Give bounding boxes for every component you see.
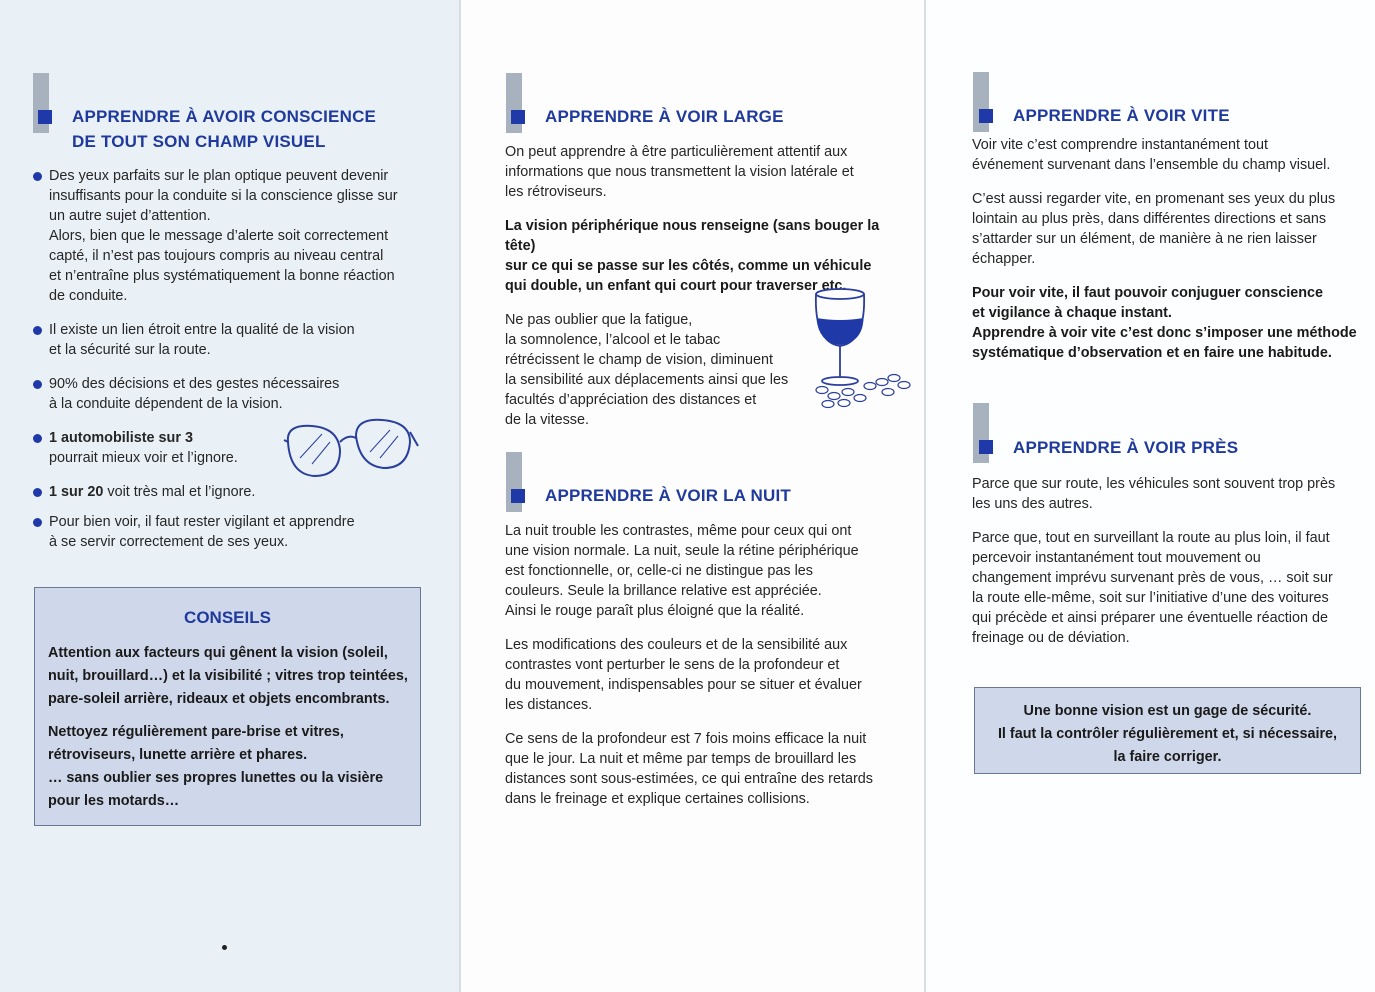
section-bar xyxy=(973,72,989,132)
bullet-item: Il existe un lien étroit entre la qualité de la vision et la sécurité sur la route. xyxy=(33,320,433,360)
section-bar xyxy=(33,73,49,133)
large-text: On peut apprendre à être particulièrement attentif aux informations que nous transmettent la vision latérale et les rétroviseurs. La vision périphérique nous renseigne (sans bouger la tête) sur ce qui se passe sur les côtés, comme un véhicule qui double, un enfant qui court pour traverser etc. Ne pas oublier que la fatigue, la somnolence, l’alcool et le tabac rétrécissent le champ de vision, diminuent la sensibilité aux déplacements ainsi que les facultés d’appréciation des distances et de la vitesse. xyxy=(505,144,880,428)
bullet-icon xyxy=(33,434,42,443)
section-bar xyxy=(973,403,989,463)
fold-line xyxy=(459,0,461,992)
conseils-box xyxy=(34,587,421,826)
bullet-item: Pour bien voir, il faut rester vigilant et apprendre à se servir correctement de ses yeux. xyxy=(33,512,433,552)
section-bar xyxy=(506,73,522,133)
section-marker-icon xyxy=(979,440,993,454)
conseils-text: Attention aux facteurs qui gênent la vision (soleil, nuit, brouillard…) et la visibilité ; vitres trop teintées, pare-soleil arrière, rideaux et objets encombrants. Nettoyez régulièrement pare-brise et vitres, rétroviseurs, lunette arrière et phares. … sans oublier ses propres lunettes ou la visière pour les motards… xyxy=(48,645,408,809)
bullet-icon xyxy=(33,380,42,389)
section-marker-icon xyxy=(511,110,525,124)
section-marker-icon xyxy=(511,489,525,503)
bullet-icon xyxy=(33,488,42,497)
section-marker-icon xyxy=(38,110,52,124)
dot-mark xyxy=(222,945,227,950)
fold-line xyxy=(924,0,926,992)
section-title: APPRENDRE À VOIR VITE xyxy=(1013,106,1230,125)
section-marker-icon xyxy=(979,109,993,123)
vite-text: Voir vite c’est comprendre instantanément tout événement survenant dans l’ensemble du champ visuel. C’est aussi regarder vite, en promenant ses yeux du plus lointain au plus près, dans différentes directions et sans s’attarder sur un élément, de manière à ne rien laisser échapper. Pour voir vite, il faut pouvoir conjuguer conscience et vigilance à chaque instant. Apprendre à voir vite c’est donc s’imposer une méthode systématique d’observation et en faire une habitude. xyxy=(972,137,1357,361)
section-bar xyxy=(506,452,522,512)
section-title: APPRENDRE À VOIR LARGE xyxy=(545,107,784,126)
bullet-item: Des yeux parfaits sur le plan optique peuvent devenir insuffisants pour la conduite si la conscience glisse sur un autre sujet d’attention. Alors, bien que le message d’alerte soit correctement capté, il n’est pas toujours compris au niveau central et n’entraîne plus systématiquement la bonne réaction de conduite. xyxy=(33,166,433,306)
safety-text: Une bonne vision est un gage de sécurité. Il faut la contrôler régulièrement et, si nécessaire, la faire corriger. xyxy=(997,703,1338,765)
wine-glass-icon xyxy=(808,286,914,410)
section-title: APPRENDRE À VOIR PRÈS xyxy=(1013,438,1239,457)
pres-text: Parce que sur route, les véhicules sont souvent trop près les uns des autres. Parce que, tout en surveillant la route au plus loin, il faut percevoir instantanément tout mouvement ou changement imprévu survenant près de vous, … soit sur la route elle-même, soit sur l’initiative d’une des voitures qui précède et ainsi préparer une éventuelle réaction de freinage ou de déviation. xyxy=(972,476,1336,646)
bullet-item: 90% des décisions et des gestes nécessaires à la conduite dépendent de la vision. xyxy=(33,374,433,414)
conseils-title: CONSEILS xyxy=(184,608,271,627)
vision-bullets xyxy=(33,166,433,566)
nuit-text: La nuit trouble les contrastes, même pour ceux qui ont une vision normale. La nuit, seule la rétine périphérique est fonctionnelle, or, celle-ci ne distingue pas les couleurs. Seule la brillance relative est appréciée. Ainsi le rouge paraît plus éloigné que la réalité. Les modifications des couleurs et de la sensibilité aux contrastes vont perturber le sens de la profondeur et du mouvement, indispensables pour se situer et évaluer les distances. Ce sens de la profondeur est 7 fois moins efficace la nuit que le jour. La nuit et même par temps de brouillard les distances sont sous-estimées, ce qui entraîne des retards dans le freinage et explique certaines collisions. xyxy=(505,523,873,807)
bullet-item: 1 automobiliste sur 3 pourrait mieux voir et l’ignore. xyxy=(33,428,433,468)
bullet-icon xyxy=(33,172,42,181)
section-title: APPRENDRE À VOIR LA NUIT xyxy=(545,486,791,505)
glasses-icon xyxy=(282,412,422,484)
bullet-icon xyxy=(33,326,42,335)
bullet-icon xyxy=(33,518,42,527)
bullet-item: 1 sur 20 voit très mal et l’ignore. xyxy=(33,482,433,502)
section-title: APPRENDRE À AVOIR CONSCIENCE DE TOUT SON CHAMP VISUEL xyxy=(72,107,377,151)
safety-box xyxy=(974,687,1361,774)
